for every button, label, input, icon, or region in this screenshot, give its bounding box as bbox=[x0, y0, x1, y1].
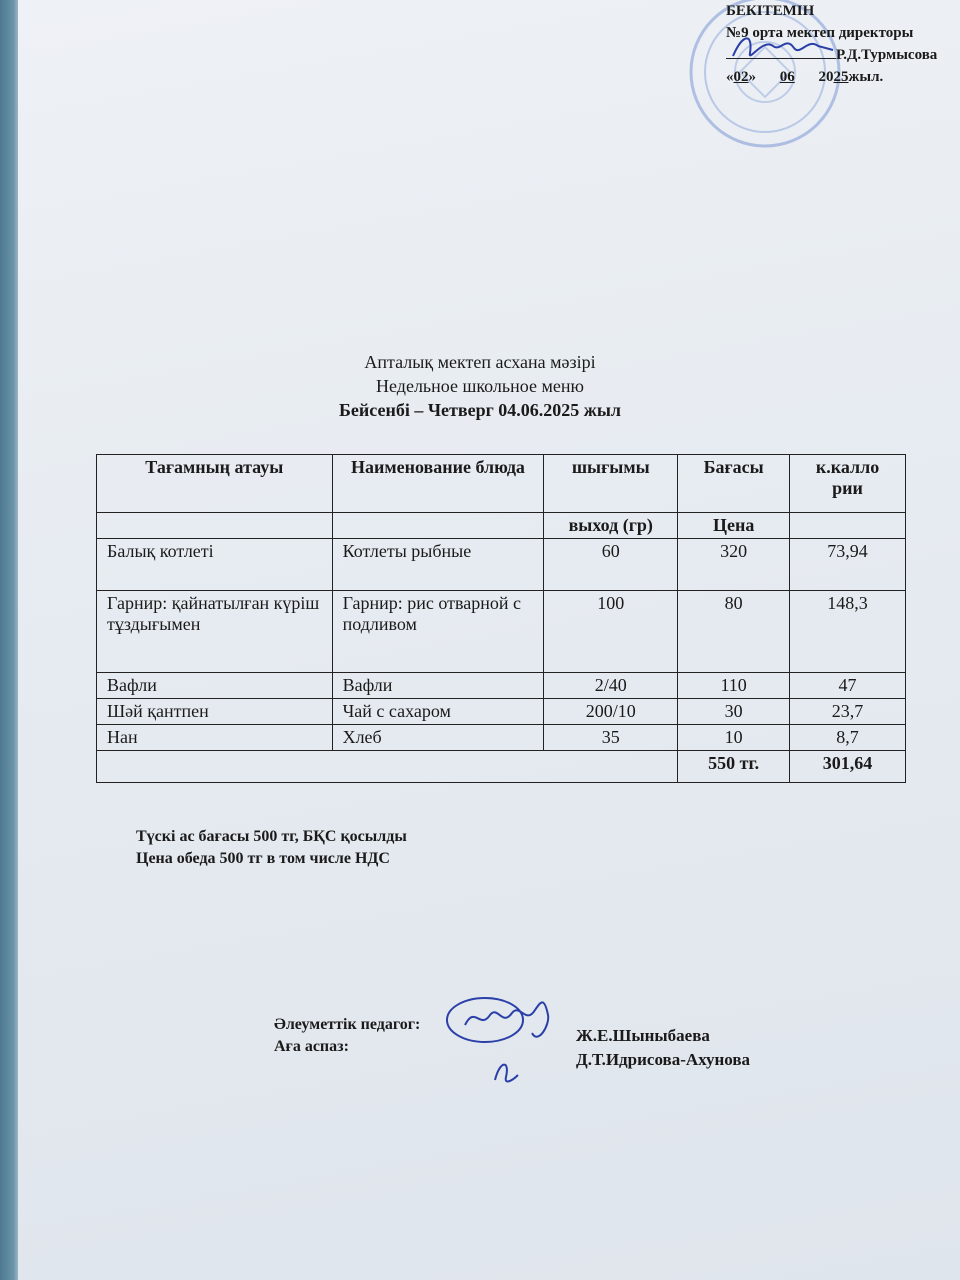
table-subheader-row bbox=[97, 513, 906, 539]
header-price: Бағасы bbox=[678, 455, 790, 513]
table-header-row bbox=[97, 455, 906, 513]
header-kz-name: Тағамның атауы bbox=[97, 455, 333, 513]
subheader-price: Цена bbox=[678, 513, 790, 539]
name-social-pedagogue: Ж.Е.Шыныбаева bbox=[576, 1026, 710, 1045]
approval-name: Р.Д.Турмысова bbox=[836, 47, 938, 63]
menu-table bbox=[96, 454, 906, 783]
price-note-ru: Цена обеда 500 тг в том числе НДС bbox=[136, 850, 390, 867]
header-yield: шығымы bbox=[544, 455, 678, 513]
staff-signature-icon bbox=[440, 985, 570, 1095]
total-kcal: 301,64 bbox=[790, 751, 906, 783]
table-row: Гарнир: қайнатылған күріш тұздығымен Гарнир: рис отварной с подливом 100 80 148,3 bbox=[97, 591, 906, 673]
signature-names bbox=[576, 1024, 750, 1072]
title-kz: Апталық мектеп асхана мәзірі bbox=[364, 352, 596, 372]
price-note-kz: Түскі ас бағасы 500 тг, БҚС қосылды bbox=[136, 828, 407, 845]
price-note bbox=[136, 826, 407, 870]
table-row: Вафли Вафли 2/40 110 47 bbox=[97, 673, 906, 699]
subheader-yield: выход (гр) bbox=[544, 513, 678, 539]
date-line: Бейсенбі – Четверг 04.06.2025 жыл bbox=[339, 400, 621, 420]
signature-roles bbox=[274, 1014, 420, 1058]
title-ru: Недельное школьное меню bbox=[376, 376, 584, 396]
table-row: Балық котлеті Котлеты рыбные 60 320 73,94 bbox=[97, 539, 906, 591]
role-social-pedagogue: Әлеуметтік педагог: bbox=[274, 1016, 421, 1033]
table-total-row bbox=[97, 751, 906, 783]
approval-month: 06 bbox=[779, 69, 795, 85]
approval-day: 02 bbox=[733, 69, 749, 85]
role-head-cook: Аға аспаз: bbox=[274, 1038, 349, 1055]
director-signature-icon bbox=[728, 28, 838, 68]
name-head-cook: Д.Т.Идрисова-Ахунова bbox=[576, 1050, 751, 1069]
total-price: 550 тг. bbox=[678, 751, 790, 783]
header-kcal: к.калло рии bbox=[790, 455, 906, 513]
menu-heading bbox=[0, 350, 960, 422]
approval-title: БЕКІТЕМІН bbox=[726, 3, 815, 19]
approval-date-line: «02» 06 2025жыл. bbox=[726, 69, 884, 85]
approval-year: 25 bbox=[833, 69, 849, 85]
approval-director: №9 орта мектеп директоры bbox=[726, 25, 914, 41]
table-row: Нан Хлеб 35 10 8,7 bbox=[97, 725, 906, 751]
table-row: Шәй қантпен Чай с сахаром 200/10 30 23,7 bbox=[97, 699, 906, 725]
header-ru-name: Наименование блюда bbox=[332, 455, 544, 513]
